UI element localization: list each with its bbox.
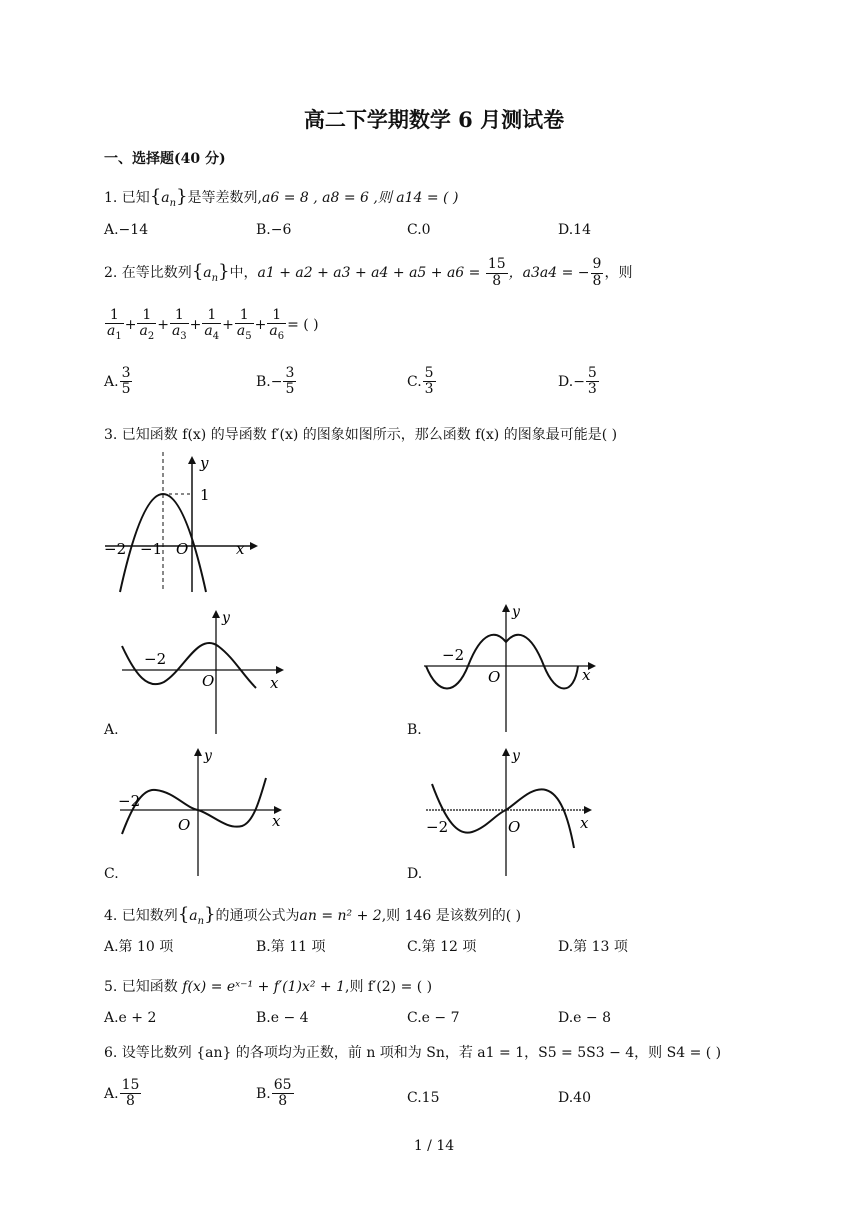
q2-ask: = ( ) xyxy=(287,317,319,334)
derivative-graph xyxy=(100,452,260,597)
q3-option-d[interactable]: D. xyxy=(407,866,423,882)
svg-text:x: x xyxy=(582,666,591,684)
q4-option-d[interactable]: D.第 13 项 xyxy=(558,939,628,955)
q3-graph-b xyxy=(422,600,600,736)
q2-tail: ，则 xyxy=(604,265,633,281)
q6-option-d[interactable]: D.40 xyxy=(558,1090,591,1106)
q2-option-a[interactable]: A. $\frac{3}{5}$ xyxy=(104,365,131,398)
q4-formula: an = n² + 2 xyxy=(299,908,382,924)
svg-text:y: y xyxy=(512,604,520,620)
svg-text:−2: −2 xyxy=(426,818,449,836)
question-2: 2. 在等比数列$\{a_n\}$中，a1 + a2 + a3 + a4 + a5 + a6 = $\frac{15}{8}$ ，a3a4 = − $\frac{9}{8}$ ，则 xyxy=(104,256,633,289)
q2-option-c[interactable]: C. $\frac{5}{3}$ xyxy=(407,365,434,398)
page-title: 高二下学期数学 6 月测试卷 xyxy=(303,107,565,132)
graph-m1-label: −1 xyxy=(140,540,163,558)
q1-option-c[interactable]: C.0 xyxy=(407,222,431,238)
q5-option-a[interactable]: A.e + 2 xyxy=(104,1010,157,1026)
q3-option-c[interactable]: C. xyxy=(104,866,119,882)
q1-option-b[interactable]: B.−6 xyxy=(256,222,292,238)
q2-prefix: 2. 在等比数列 xyxy=(104,265,192,281)
q4-option-a[interactable]: A.第 10 项 xyxy=(104,939,174,955)
graph-m2-label: −2 xyxy=(104,540,127,558)
graph-y-label: y xyxy=(200,454,209,472)
question-4: 4. 已知数列$\{a_n\}$的通项公式为an = n² + 2,则 146 是该数列的( ) xyxy=(104,904,522,927)
question-6: 6. 设等比数列 {an} 的各项均为正数，前 n 项和为 Sn，若 a1 = 1，S5 = 5S3 − 4，则 S4 = ( ) xyxy=(104,1045,722,1061)
svg-text:−2: −2 xyxy=(118,792,141,810)
graph-x-label: x xyxy=(236,540,245,558)
page-number: 1 / 14 xyxy=(413,1138,455,1154)
q4-option-b[interactable]: B.第 11 项 xyxy=(256,939,326,955)
svg-text:−2: −2 xyxy=(442,646,465,664)
section-heading: 一、选择题(40 分) xyxy=(104,151,226,167)
svg-text:x: x xyxy=(272,812,281,830)
q4-option-c[interactable]: C.第 12 项 xyxy=(407,939,477,955)
q1-option-a[interactable]: A.−14 xyxy=(104,222,149,238)
q1-given: a6 = 8 , a8 = 6 ,则 a14 = ( ) xyxy=(261,190,459,206)
q3-graph-a xyxy=(118,606,288,736)
q2-option-d[interactable]: D.− $\frac{5}{3}$ xyxy=(558,365,597,398)
graph-one-label: 1 xyxy=(200,486,210,504)
q2-option-b[interactable]: B.− $\frac{3}{5}$ xyxy=(256,365,295,398)
q3-option-b[interactable]: B. xyxy=(407,722,422,738)
question-1: 1. 已知$\{a_n\}$是等差数列,a6 = 8 , a8 = 6 ,则 a14 = ( ) xyxy=(104,186,459,209)
q6-option-b[interactable]: B. $\frac{65}{8}$ xyxy=(256,1077,292,1110)
q3-option-a[interactable]: A. xyxy=(104,722,119,738)
svg-text:y: y xyxy=(222,610,230,626)
q2-reciprocal-sum: $\frac{1}{a_1}$ + $\frac{1}{a_2}$ + $\frac{1}{a_3}$ + $\frac{1}{a_4}$ + $\frac{1}{a_5}$ + $\frac{1}{a_6}$ = ( ) xyxy=(107,307,319,343)
svg-text:O: O xyxy=(508,818,521,836)
q2-frac1: $\frac{15}{8}$ xyxy=(487,256,506,289)
svg-text:y: y xyxy=(512,748,520,764)
q2-product: ，a3a4 = − xyxy=(508,265,590,281)
q6-option-a[interactable]: A. $\frac{15}{8}$ xyxy=(104,1077,140,1110)
q5-formula: f(x) = eˣ⁻¹ + f′(1)x² + 1 xyxy=(182,979,346,995)
q1-prefix: 1. 已知 xyxy=(104,190,150,206)
svg-text:O: O xyxy=(202,672,215,690)
q1-text: 是等差数列, xyxy=(187,190,262,206)
svg-text:x: x xyxy=(270,674,279,692)
question-5: 5. 已知函数 f(x) = eˣ⁻¹ + f′(1)x² + 1,则 f′(2) = ( ) xyxy=(104,979,433,995)
svg-text:y: y xyxy=(204,748,212,764)
q3-graph-c xyxy=(116,744,292,878)
q2-frac2: $\frac{9}{8}$ xyxy=(592,256,602,289)
svg-text:O: O xyxy=(178,816,191,834)
q5-option-d[interactable]: D.e − 8 xyxy=(558,1010,611,1026)
q2-sum: a1 + a2 + a3 + a4 + a5 + a6 = xyxy=(257,265,481,281)
q3-graph-d xyxy=(422,744,600,878)
svg-text:−2: −2 xyxy=(144,650,167,668)
q5-option-c[interactable]: C.e − 7 xyxy=(407,1010,460,1026)
q2-mid: 中， xyxy=(229,265,258,281)
svg-text:O: O xyxy=(488,668,501,686)
svg-text:x: x xyxy=(580,814,589,832)
graph-origin-label: O xyxy=(176,540,189,558)
question-3: 3. 已知函数 f(x) 的导函数 f′(x) 的图象如图所示，那么函数 f(x) 的图象最可能是( ) xyxy=(104,427,618,443)
q1-option-d[interactable]: D.14 xyxy=(558,222,591,238)
q5-option-b[interactable]: B.e − 4 xyxy=(256,1010,309,1026)
q6-option-c[interactable]: C.15 xyxy=(407,1090,440,1106)
